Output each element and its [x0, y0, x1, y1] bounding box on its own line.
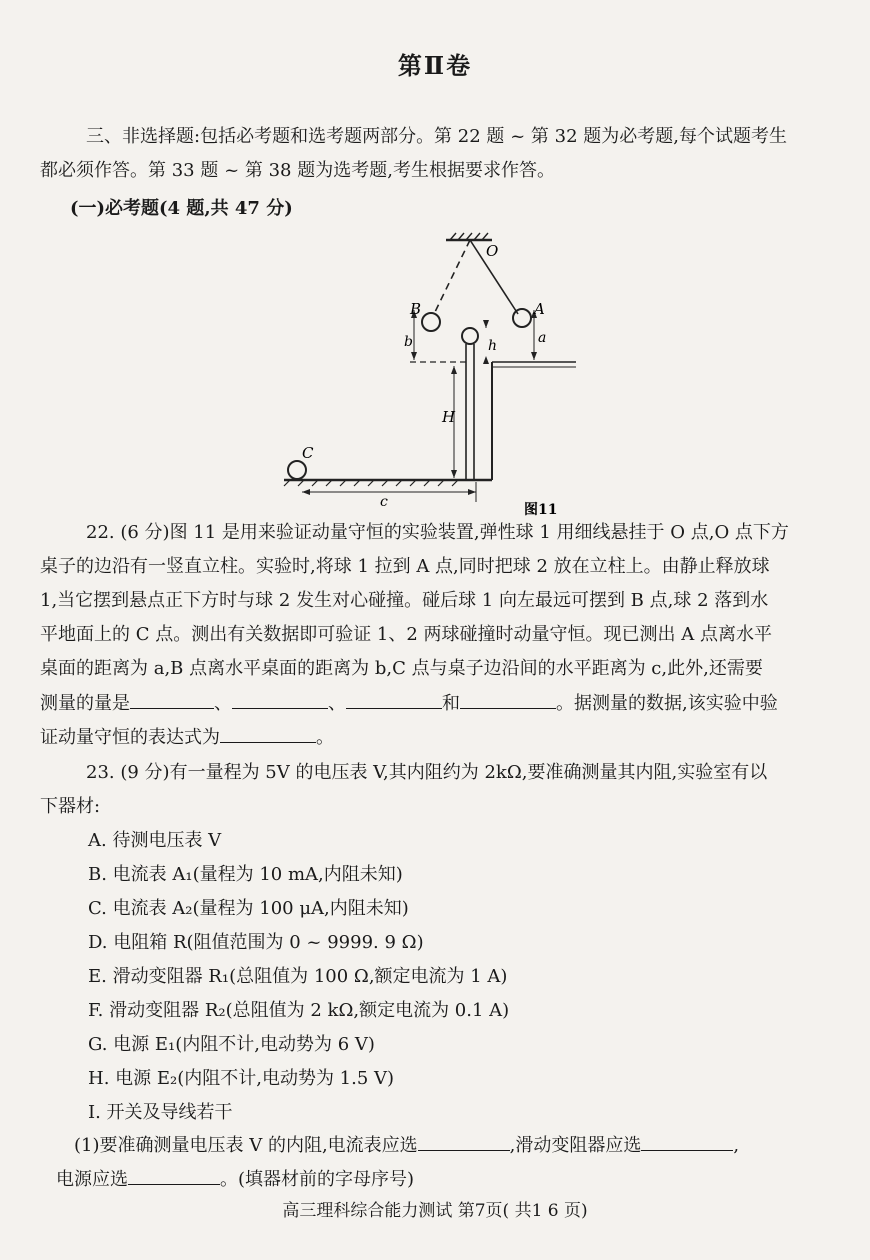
q23-item-e: E. 滑动变阻器 R₁(总阻值为 100 Ω,额定电流为 1 A): [88, 966, 508, 987]
q23-sub1-mid: ,滑动变阻器应选: [509, 1135, 642, 1156]
q23-item-h: H. 电源 E₂(内阻不计,电动势为 1.5 V): [88, 1068, 395, 1089]
q22-line-7-tail: 。: [316, 727, 334, 748]
label-a: A: [534, 300, 545, 318]
q22-answer-blank-2[interactable]: [232, 690, 328, 709]
q22-and: 和: [442, 693, 460, 714]
dim-b-arrow-bottom: [411, 352, 417, 360]
q22-line-5: 桌面的距离为 a,B 点离水平桌面的距离为 b,C 点与桌子边沿间的水平距离为 c,此外,还需要: [40, 658, 763, 679]
dim-a-arrow-bottom: [531, 352, 537, 360]
string-to-b: [434, 240, 470, 314]
q22-sep-2: 、: [328, 693, 346, 714]
q22-line-6-tail: 。据测量的数据,该实验中验: [556, 693, 778, 714]
dim-h-arrow-bottom: [483, 356, 489, 364]
label-dim-b: b: [404, 334, 413, 350]
label-dim-H: H: [442, 408, 456, 426]
q22-expression-blank[interactable]: [220, 724, 316, 743]
section-intro-line-1: 三、非选择题:包括必考题和选考题两部分。第 22 题 ~ 第 32 题为必考题,每个试题考生: [86, 126, 788, 147]
ball-b: [422, 313, 440, 331]
label-dim-h: h: [488, 338, 498, 354]
q23-line-1: 23. (9 分)有一量程为 5V 的电压表 V,其内阻约为 2kΩ,要准确测量其内阻,实验室有以: [86, 762, 768, 783]
page-footer: 高三理科综合能力测试 第7页( 共1 6 页): [282, 1201, 588, 1221]
q23-sub1-line-1: [74, 1132, 739, 1159]
q23-item-b: B. 电流表 A₁(量程为 10 mA,内阻未知): [88, 864, 403, 885]
q23-item-d: D. 电阻箱 R(阻值范围为 0 ~ 9999. 9 Ω): [88, 932, 424, 953]
q23-sub1-line-2: [56, 1166, 414, 1193]
q23-item-a: A. 待测电压表 V: [88, 830, 222, 851]
q22-line-6-text: 测量的量是: [40, 693, 130, 714]
pendulum-apparatus-diagram: [270, 226, 610, 526]
q23-power-blank[interactable]: [128, 1166, 220, 1185]
dim-H-arrow-top: [451, 366, 457, 374]
q22-line-2: 桌子的边沿有一竖直立柱。实验时,将球 1 拉到 A 点,同时把球 2 放在立柱上。由静止释放球: [40, 556, 770, 577]
dim-H-arrow-bottom: [451, 470, 457, 478]
q22-line-6: [40, 690, 778, 717]
q22-answer-blank-4[interactable]: [460, 690, 556, 709]
q22-line-7: [40, 724, 334, 751]
label-o: O: [486, 242, 499, 260]
label-b: B: [410, 300, 422, 318]
ball-a: [513, 309, 531, 327]
q22-line-7-text: 证动量守恒的表达式为: [40, 727, 220, 748]
q22-line-1: 22. (6 分)图 11 是用来验证动量守恒的实验装置,弹性球 1 用细线悬挂于 O 点,O 点下方: [86, 522, 789, 543]
q23-ammeter-blank[interactable]: [418, 1132, 510, 1151]
q22-line-3: 1,当它摆到悬点正下方时与球 2 发生对心碰撞。碰后球 1 向左最远可摆到 B 点,球 2 落到水: [40, 590, 769, 611]
figure-caption: 图11: [524, 502, 558, 518]
page-title: 第Ⅱ卷: [397, 51, 473, 80]
label-dim-a: a: [538, 330, 547, 346]
section-intro-line-2: 都必须作答。第 33 题 ~ 第 38 题为选考题,考生根据要求作答。: [40, 160, 555, 181]
ball-2: [462, 328, 478, 344]
q23-sub1-text: (1)要准确测量电压表 V 的内阻,电流表应选: [74, 1135, 418, 1156]
q22-sep-1: 、: [214, 693, 232, 714]
q23-item-g: G. 电源 E₁(内阻不计,电动势为 6 V): [88, 1034, 375, 1055]
q22-answer-blank-1[interactable]: [130, 690, 214, 709]
q22-answer-blank-3[interactable]: [346, 690, 442, 709]
q23-sub1-power-text: 电源应选: [56, 1169, 128, 1190]
q23-item-c: C. 电流表 A₂(量程为 100 μA,内阻未知): [88, 898, 409, 919]
ball-c: [288, 461, 306, 479]
dim-c-arrow-left: [302, 489, 310, 495]
q22-line-4: 平地面上的 C 点。测出有关数据即可验证 1、2 两球碰撞时动量守恒。现已测出 A 点离水平: [40, 624, 773, 645]
q23-sub1-tail: 。(填器材前的字母序号): [220, 1169, 415, 1190]
q23-line-2: 下器材:: [40, 796, 101, 817]
figure-11: [270, 226, 610, 526]
q23-item-i: I. 开关及导线若干: [88, 1102, 233, 1123]
q23-rheostat-blank[interactable]: [641, 1132, 733, 1151]
subsection-heading: (一)必考题(4 题,共 47 分): [70, 198, 293, 219]
q23-item-f: F. 滑动变阻器 R₂(总阻值为 2 kΩ,额定电流为 0.1 A): [88, 1000, 510, 1021]
dim-c-arrow-right: [468, 489, 476, 495]
q23-sub1-comma: ,: [733, 1135, 740, 1156]
label-dim-c: c: [380, 494, 388, 510]
label-c: C: [302, 444, 314, 462]
